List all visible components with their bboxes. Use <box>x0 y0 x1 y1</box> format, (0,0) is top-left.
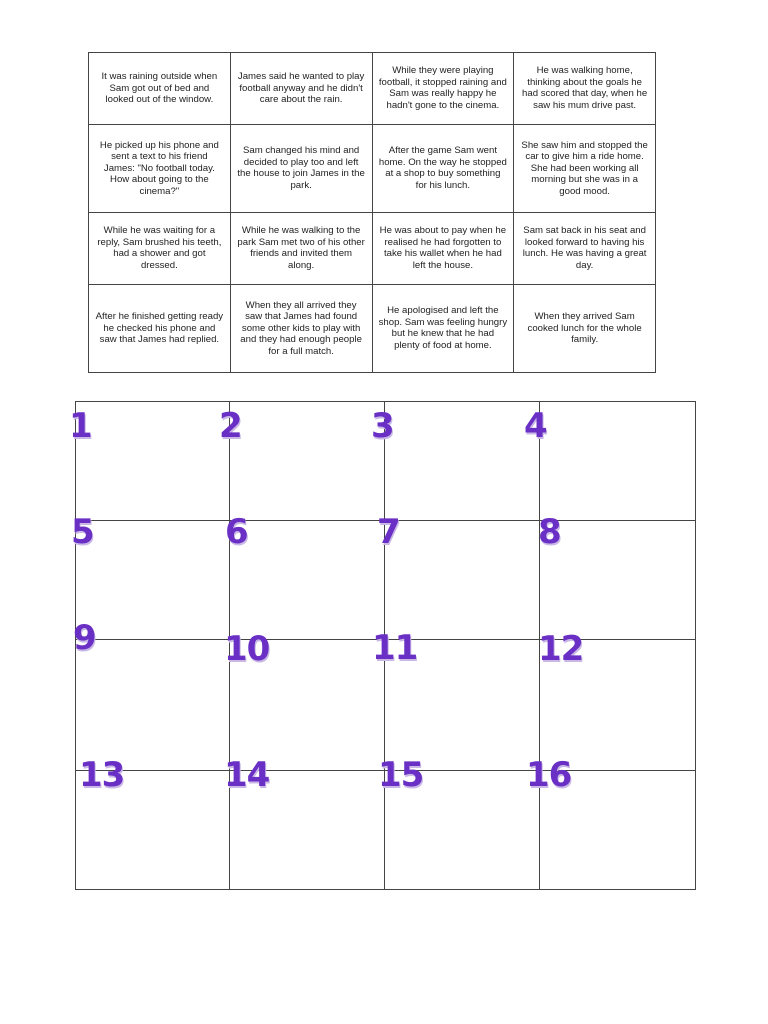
story-card: It was raining outside when Sam got out of bed and looked out of the window. <box>89 53 231 125</box>
answer-number: 10 <box>224 629 270 669</box>
answer-number: 15 <box>378 755 424 795</box>
story-card: When they arrived Sam cooked lunch for the whole family. <box>514 284 656 372</box>
answer-number: 14 <box>224 755 270 795</box>
answer-number: 13 <box>79 755 125 795</box>
story-card: After the game Sam went home. On the way he stopped at a shop to buy something for his lunch. <box>372 124 514 212</box>
story-card: Sam sat back in his seat and looked forward to having his lunch. He was having a great day. <box>514 212 656 284</box>
story-card: She saw him and stopped the car to give him a ride home. She had been working all morning but she was in a good mood. <box>514 124 656 212</box>
table-row <box>89 124 656 212</box>
answer-grid <box>69 401 696 890</box>
answer-number: 8 <box>538 512 561 552</box>
story-card: When they all arrived they saw that James had found some other kids to play with and they had enough people for a full match. <box>230 284 372 372</box>
answer-number: 11 <box>372 628 418 668</box>
answer-number: 16 <box>526 755 572 795</box>
table-row <box>89 212 656 284</box>
story-card: James said he wanted to play football anyway and he didn't care about the rain. <box>230 53 372 125</box>
story-card: He was about to pay when he realised he had forgotten to take his wallet when he had left the house. <box>372 212 514 284</box>
story-card: He was walking home, thinking about the goals he had scored that day, when he saw his mum drive past. <box>514 53 656 125</box>
answer-number: 3 <box>371 406 394 446</box>
answer-number: 7 <box>377 512 400 552</box>
story-card: Sam changed his mind and decided to play too and left the house to join James in the park. <box>230 124 372 212</box>
story-card: After he finished getting ready he checked his phone and saw that James had replied. <box>89 284 231 372</box>
answer-number: 9 <box>73 618 96 658</box>
story-card: While they were playing football, it stopped raining and Sam was really happy he hadn't gone to the cinema. <box>372 53 514 125</box>
story-card: While he was waiting for a reply, Sam brushed his teeth, had a shower and got dressed. <box>89 212 231 284</box>
answer-number: 2 <box>219 406 242 446</box>
story-cards-table <box>88 52 656 373</box>
answer-number: 12 <box>538 629 584 669</box>
table-row <box>89 284 656 372</box>
answer-number: 6 <box>225 512 248 552</box>
table-row <box>89 53 656 125</box>
answer-number: 1 <box>69 406 92 446</box>
story-card: While he was walking to the park Sam met two of his other friends and invited them along. <box>230 212 372 284</box>
answer-number: 5 <box>71 512 94 552</box>
story-card: He apologised and left the shop. Sam was feeling hungry but he knew that he had plenty of food at home. <box>372 284 514 372</box>
answer-number: 4 <box>524 406 547 446</box>
story-card: He picked up his phone and sent a text to his friend James: "No football today. How about going to the cinema?" <box>89 124 231 212</box>
